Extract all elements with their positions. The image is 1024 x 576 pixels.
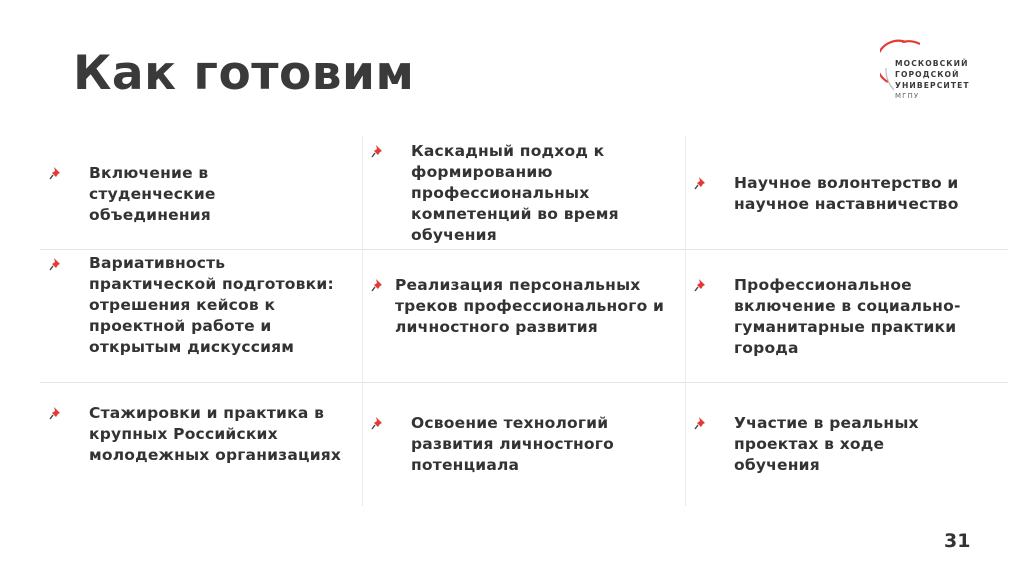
item-text: Профессиональное включение в социально-гуманитарные практики города	[734, 276, 961, 357]
item-text: Участие в реальных проектах в ходе обучения	[734, 414, 919, 474]
pushpin-icon	[371, 278, 385, 292]
pushpin-icon	[694, 176, 708, 190]
pushpin-icon	[371, 144, 385, 158]
logo-line-1: МОСКОВСКИЙ	[895, 59, 969, 68]
pushpin-icon	[371, 416, 385, 430]
pushpin-icon	[49, 166, 63, 180]
item-text: Научное волонтерство и научное наставничество	[734, 174, 959, 213]
content-grid	[40, 136, 1008, 506]
pushpin-icon	[49, 406, 63, 420]
slide-title: Как готовим	[73, 46, 415, 101]
item-text: Каскадный подход к формированию профессиональных компетенций во время обучения	[411, 142, 619, 244]
item-text: Реализация персональных треков профессионального и личностного развития	[395, 276, 665, 336]
logo-line-3: УНИВЕРСИТЕТ	[895, 81, 970, 90]
item-text: Включение в студенческие объединения	[89, 164, 216, 224]
item-text: Освоение технологий развития личностного потенциала	[411, 414, 614, 474]
page-number: 31	[944, 530, 971, 552]
column-divider	[685, 136, 686, 506]
pushpin-icon	[694, 416, 708, 430]
pushpin-icon	[49, 257, 63, 271]
item-text: Вариативность практической подготовки: отрешения кейсов к проектной работе и открытым дискуссиям	[89, 254, 334, 356]
logo-line-2: ГОРОДСКОЙ	[895, 70, 960, 79]
row-divider	[40, 382, 1008, 383]
logo-abbr: МГПУ	[895, 92, 920, 100]
row-divider	[40, 249, 1008, 250]
item-text: Стажировки и практика в крупных Российских молодежных организациях	[89, 404, 342, 464]
university-logo	[880, 38, 990, 108]
column-divider	[362, 136, 363, 506]
pushpin-icon	[694, 278, 708, 292]
